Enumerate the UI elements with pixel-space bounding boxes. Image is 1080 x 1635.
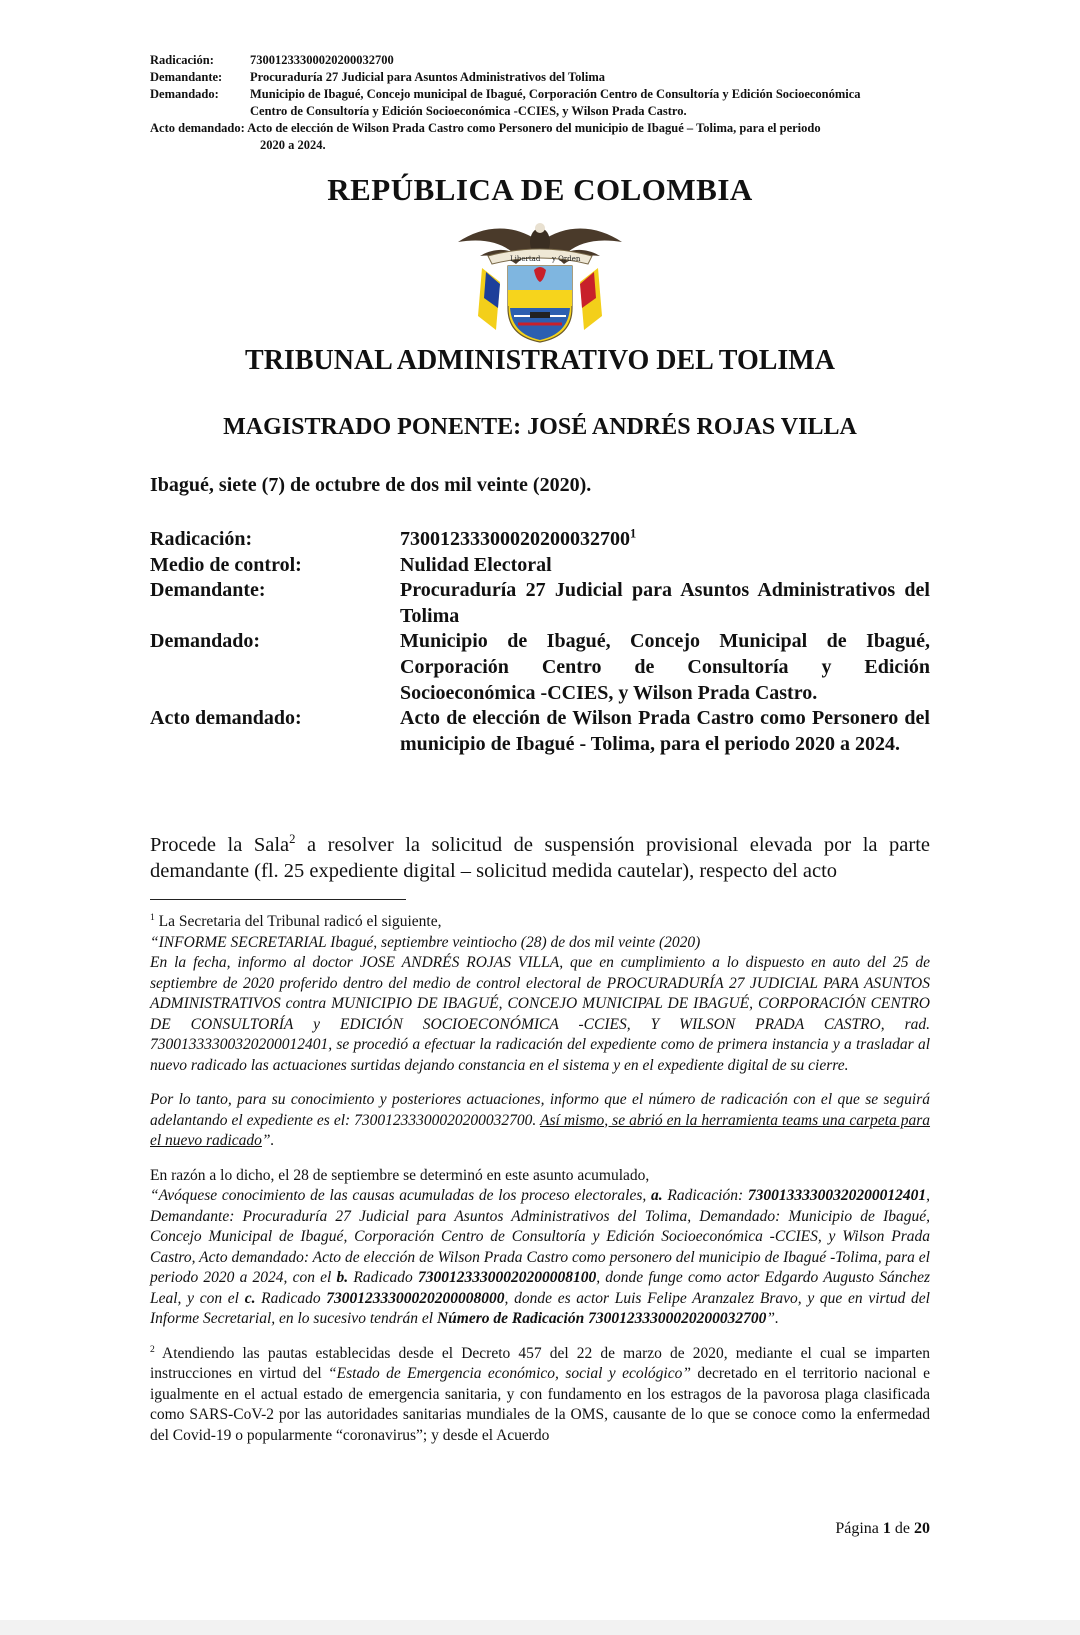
page-total: 20 xyxy=(914,1520,930,1537)
footnote-1-quote xyxy=(150,1186,930,1330)
footnote-1-informe: “INFORME SECRETARIAL Ibagué, septiembre veintiocho (28) de dos mil veinte (2020) xyxy=(150,933,701,951)
meta-label: Radicación: xyxy=(150,528,253,550)
header-demandado-value xyxy=(250,86,930,120)
meta-row-acto xyxy=(150,706,930,757)
crest-motto-left: Libertad xyxy=(510,255,541,263)
quote-bold: a. xyxy=(651,1187,663,1204)
court-title: TRIBUNAL ADMINISTRATIVO DEL TOLIMA xyxy=(245,345,835,376)
header-demandante-label: Demandante: xyxy=(150,70,223,84)
quote-text: ”. xyxy=(766,1310,779,1327)
footnote-underlined-text: Así mismo, se abrió en la herramienta teams una carpeta para el nuevo radicado xyxy=(150,1111,931,1149)
footnote-text: decretado en el territorio nacional e igualmente en el actual estado de emergencia sanitaria, y con fundamento en los estragos de la pavorosa plaga clasificada como SARS-CoV-2 por las autoridades sanitarias mundiales de la OMS, causante de lo que se conoce como la enfermedad del Covid-19 o popularmente “coronavirus”; y desde el Acuerdo xyxy=(150,1365,930,1444)
meta-label: Medio de control: xyxy=(150,553,302,576)
page-of: de xyxy=(894,1520,910,1537)
country-title: REPÚBLICA DE COLOMBIA xyxy=(327,172,753,207)
quote-text: “Avóquese conocimiento de las causas acumuladas de los proceso electorales, xyxy=(150,1187,651,1204)
coat-of-arms-logo xyxy=(452,212,628,344)
meta-label: Demandante: xyxy=(150,579,266,602)
header-demandante-value: Procuraduría 27 Judicial para Asuntos Administrativos del Tolima xyxy=(250,70,606,84)
footnote-1-p1: En la fecha, informo al doctor JOSE ANDRÉS ROJAS VILLA, que en cumplimiento a lo dispuesto en auto del 25 de septiembre de 2020 proferido dentro del medio de control electoral de PROCURADURÍA 27 JUDICIAL PARA ASUNTOS ADMINISTRATIVOS contra MUNICIPIO DE IBAGUÉ, CONCEJO MUNICIPAL DE IBAGUÉ, CORPORACIÓN CENTRO DE CONSULTORÍA y EDICIÓN SOCIOECONÓMICA -CCIES, Y WILSON PRADA CASTRO, rad. 73001333300320200012401, se procedió a efectuar la radicación del expediente como de primera instancia y a trasladar al nuevo radicado las actuaciones surtidas dejando constancia en el sistema y en el expediente digital de su cierre. xyxy=(150,954,930,1074)
quote-bold: 73001233300020200008000 xyxy=(326,1289,505,1307)
body-paragraph xyxy=(150,832,930,884)
body-text: Procede la Sala xyxy=(150,834,290,856)
quote-bold: Número de Radicación 73001233300020200032700 xyxy=(436,1310,767,1327)
header-radicacion-label: Radicación: xyxy=(150,53,214,67)
meta-row-demandado xyxy=(150,629,930,706)
meta-label: Acto demandado: xyxy=(150,707,302,730)
footnote-number: 1 xyxy=(150,911,155,923)
footnote-1-p3: En razón a lo dicho, el 28 de septiembre se determinó en este asunto acumulado, xyxy=(150,1166,650,1184)
radicacion-number: 73001233300020200032700 xyxy=(400,528,630,550)
meta-value: Municipio de Ibagué, Concejo Municipal de Ibagué, Corporación Centro de Consultoría y Edición Socioeconómica -CCIES, y Wilson Prada Castro. xyxy=(400,630,930,704)
footnote-ref: 1 xyxy=(630,526,637,541)
footnote-separator xyxy=(150,899,406,900)
footnote-1-p2 xyxy=(150,1090,930,1152)
quote-bold: 73001233300020200008100 xyxy=(417,1269,597,1286)
header-acto-line1: Acto de elección de Wilson Prada Castro como Personero del municipio de Ibagué – Tolima, para el periodo xyxy=(247,121,821,135)
meta-row-radicacion xyxy=(150,527,930,553)
header-demandado-line1: Municipio de Ibagué, Concejo municipal de Ibagué, Corporación Centro de Consultoría y Edición Socioeconómica xyxy=(250,87,861,101)
header-acto xyxy=(150,120,930,154)
meta-row-medio xyxy=(150,553,930,579)
footnote-2 xyxy=(150,1344,930,1447)
body-text: a resolver la solicitud de suspensión provisional elevada por la parte demandante (fl. 25 expediente digital – solicitud medida cautelar), respecto del acto xyxy=(150,834,930,882)
quote-text: Radicación: xyxy=(662,1187,748,1204)
date-line: Ibagué, siete (7) de octubre de dos mil veinte (2020). xyxy=(150,474,592,496)
meta-value: Acto de elección de Wilson Prada Castro como Personero del municipio de Ibagué - Tolima, para el periodo 2020 a 2024. xyxy=(400,707,930,755)
quote-text: , donde funge como actor Edgardo Augusto Sánchez Leal, y con el xyxy=(150,1269,930,1307)
crest-motto-right: y Orden xyxy=(552,255,581,263)
header-demandado-label: Demandado: xyxy=(150,87,219,101)
quote-text: , Demandante: Procuraduría 27 Judicial para Asuntos Administrativos del Tolima, Demandado: Municipio de Ibagué, Concejo Municipal de Ibagué, Corporación Centro de Consultoría y Edición Socioeconómica -CCIES, y Wilson Prada Castro, Acto demandado: Acto de elección de Wilson Prada Castro como personero del municipio de Ibagué -Tolima, para el periodo 2020 a 2024, con el xyxy=(150,1187,930,1286)
header-acto-line2: 2020 a 2024. xyxy=(260,138,326,152)
header-demandado-line2: Centro de Consultoría y Edición Socioeconómica -CCIES, y Wilson Prada Castro. xyxy=(250,104,687,118)
page-number xyxy=(620,1520,930,1538)
footnote-number: 2 xyxy=(150,1343,155,1355)
footnote-text: ”. xyxy=(261,1132,275,1149)
case-metadata xyxy=(150,527,930,757)
quote-bold: c. xyxy=(244,1289,256,1307)
meta-label: Demandado: xyxy=(150,630,261,653)
meta-row-demandante xyxy=(150,578,930,629)
meta-value xyxy=(400,527,930,553)
running-header xyxy=(150,52,930,154)
header-acto-label: Acto demandado: xyxy=(150,121,245,135)
footnote-quote: “Estado de Emergencia económico, social y ecológico” xyxy=(328,1365,691,1382)
footnote-text: Por lo tanto, para su conocimiento y posteriores actuaciones, informo que el número de radicación con el que se seguirá adelantando el expediente es el: 73001233300020200032700. xyxy=(150,1091,930,1129)
quote-bold: b. xyxy=(336,1269,349,1286)
footnote-text: La Secretaria del Tribunal radicó el siguiente, xyxy=(154,913,442,930)
quote-bold: 73001333300320200012401 xyxy=(747,1187,927,1204)
quote-text: , donde es actor Luis Felipe Aranzalez Bravo, y que en virtud del Informe Secretarial, en lo sucesivo tendrán el xyxy=(150,1289,930,1327)
quote-text: Radicado xyxy=(348,1269,418,1286)
quote-text: Radicado xyxy=(255,1289,327,1307)
page-label: Página xyxy=(835,1520,879,1537)
meta-value: Nulidad Electoral xyxy=(400,553,552,576)
page-current: 1 xyxy=(882,1520,891,1537)
footnote-text: Atendiendo las pautas establecidas desde el Decreto 457 del 22 de marzo de 2020, mediante el cual se imparten instrucciones en virtud del xyxy=(150,1344,930,1382)
header-radicacion-value: 73001233300020200032700 xyxy=(250,53,394,67)
magistrate-title: MAGISTRADO PONENTE: JOSÉ ANDRÉS ROJAS VILLA xyxy=(223,414,857,440)
footnote-ref: 2 xyxy=(289,832,296,847)
footnotes xyxy=(150,912,930,1446)
meta-value: Procuraduría 27 Judicial para Asuntos Administrativos del Tolima xyxy=(400,579,930,627)
footnote-1-intro xyxy=(150,912,930,933)
